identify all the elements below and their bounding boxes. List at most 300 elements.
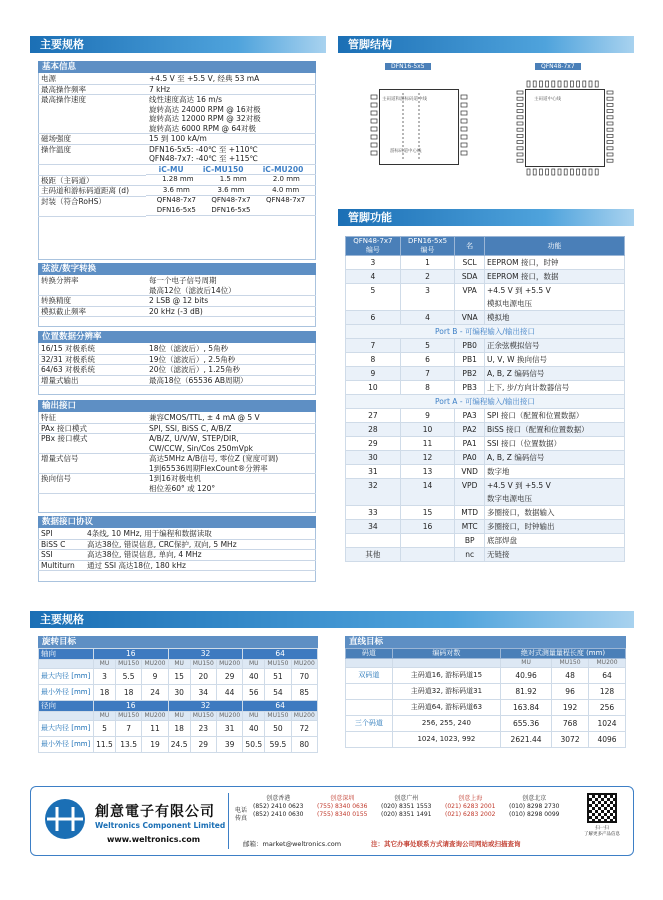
pin-subheader-row (346, 325, 625, 339)
linear-track: 三个码道 (346, 716, 393, 732)
pin-header-row (346, 237, 625, 256)
out-value: 兼容CMOS/TTL, ± 4 mA @ 5 V (146, 413, 316, 423)
model-header-cell (146, 165, 316, 176)
basic-value: DFN16-5x5: -40℃ 至 +110℃ QFN48-7x7: -40℃ 至 +115℃ (146, 144, 316, 164)
pin-cell-a: 7 (346, 339, 401, 353)
axial-value-row (39, 669, 318, 685)
pos-value: 最高18位（65536 AB周期） (146, 375, 316, 386)
pin-row (346, 451, 625, 465)
pin-cell-b: 13 (400, 465, 455, 479)
pole-count: 16 (93, 649, 168, 660)
rotary-value: 40 (243, 721, 265, 737)
specs-banner: 主要规格 (30, 36, 326, 53)
rotary-value: 30 (168, 685, 190, 701)
model-tag: MU150 (190, 660, 216, 669)
linear-track: 双码道 (346, 668, 393, 684)
out-row (38, 474, 316, 494)
office-name: 创意香港 (266, 795, 291, 802)
output-table (38, 413, 316, 494)
pin-cell-n: PB3 (455, 381, 485, 395)
pin-cell-function: A, B, Z 编码信号 (485, 451, 625, 465)
basic-info-title: 基本信息 (38, 61, 316, 73)
rotary-value: 29 (190, 737, 216, 753)
linear-row (346, 732, 626, 748)
office-tel: (755) 8340 0636 (317, 803, 368, 810)
rotary-key: 最大内径 [mm] (39, 669, 94, 685)
axial-label: 轴向 (39, 649, 94, 660)
model-row (38, 186, 316, 197)
model-name: iC-MU150 (202, 164, 244, 174)
rotary-value: 18 (93, 685, 115, 701)
basic-key: 电源 (38, 74, 146, 84)
model-tag: MU200 (291, 660, 317, 669)
office-block (381, 795, 432, 819)
proto-value: 4条线, 10 MHz, 用于编程和数据读取 (84, 529, 316, 539)
pin-header-cell: QFN48-7x7 编号 (346, 237, 401, 256)
linear-track (346, 732, 393, 748)
pin-header-cell: 功能 (485, 237, 625, 256)
model-value: 4.0 mm (272, 185, 300, 194)
axial-value-row (39, 685, 318, 701)
model-header-row (38, 164, 316, 175)
rotary-value: 59.5 (265, 737, 291, 753)
sine-value: 20 kHz (-3 dB) (146, 306, 316, 317)
pin-cell-b: 9 (400, 409, 455, 423)
model-name: iC-MU200 (262, 164, 304, 174)
pin-row (346, 339, 625, 353)
protocol-table (38, 529, 316, 571)
pin-cell-a: 10 (346, 381, 401, 395)
linear-value: 655.36 (501, 716, 552, 732)
model-row (38, 175, 316, 186)
model-value: QFN48-7x7 (266, 196, 306, 204)
proto-row (38, 550, 316, 561)
basic-row (38, 95, 316, 134)
model-tag: MU (93, 712, 115, 721)
pin-cell-function: EEPROM 接口，数据 (485, 270, 625, 284)
linear-model-row (346, 659, 626, 668)
pin-row (346, 534, 625, 548)
linear-header-row (346, 649, 626, 659)
pole-count: 16 (93, 701, 168, 712)
model-tag: MU200 (216, 712, 242, 721)
pos-key: 16/15 对极系统 (38, 344, 146, 354)
model-row-key: 极距（主码道） (38, 175, 146, 186)
proto-value: 高达38位, 错误信息, CRC保护, 双向, 5 MHz (84, 539, 316, 550)
linear-value: 64 (589, 668, 626, 684)
pin-cell-a: 3 (346, 256, 401, 270)
office-name: 创意北京 (522, 795, 547, 802)
output-title: 输出接口 (38, 400, 316, 412)
pin-cell-n: PB2 (455, 367, 485, 381)
out-key: 特征 (38, 413, 146, 423)
proto-key: BiSS C (38, 539, 84, 550)
model-value: 2.0 mm (272, 175, 300, 183)
rotary-value: 72 (291, 721, 317, 737)
tel-label: 电话 (235, 807, 248, 814)
proto-key: SSI (38, 550, 84, 561)
brand-cn: 創意電子有限公司 (95, 804, 215, 820)
linear-title: 直线目标 (345, 636, 626, 648)
model-tag: MU (168, 712, 190, 721)
pin-cell-b: 16 (400, 520, 455, 534)
pin-cell-function: SSI 接口（位置数据） (485, 437, 625, 451)
model-tag: MU150 (115, 660, 141, 669)
pin-subheader: Port A - 可编程输入/输出接口 (346, 395, 625, 409)
model-tag: MU150 (552, 659, 589, 668)
rotary-value: 19 (142, 737, 168, 753)
pin-subheader: Port B - 可编程输入/输出接口 (346, 325, 625, 339)
office-block (317, 795, 368, 819)
footer-contact (30, 786, 634, 856)
sine-key: 转换分辨率 (38, 276, 146, 296)
linear-value: 4096 (589, 732, 626, 748)
rotary-value: 7 (115, 721, 141, 737)
pin-row (346, 367, 625, 381)
website-link[interactable]: www.weltronics.com (107, 835, 201, 844)
basic-row (38, 74, 316, 84)
rotary-value: 24.5 (168, 737, 190, 753)
model-tag: MU (168, 660, 190, 669)
linear-h2: 绝对式测量量程长度 (mm) (501, 649, 626, 659)
basic-row (38, 134, 316, 145)
pin-cell-n: PA2 (455, 423, 485, 437)
model-value: QFN48-7x7 DFN16-5x5 (211, 196, 251, 214)
pin-table (345, 236, 625, 562)
linear-value: 96 (552, 684, 589, 700)
linear-value: 256 (589, 700, 626, 716)
rotary-value: 3 (93, 669, 115, 685)
pin-row (346, 465, 625, 479)
radial-value-row (39, 737, 318, 753)
pin-cell-b: 1 (400, 256, 455, 270)
blank (39, 712, 94, 721)
pin-cell-a: 27 (346, 409, 401, 423)
pin-cell-n: MTC (455, 520, 485, 534)
brand-en: Weltronics Component Limited (95, 821, 226, 830)
model-tag: MU (243, 712, 265, 721)
office-tel: (010) 8298 2730 (509, 803, 560, 810)
pin-cell-function: SPI 接口（配置和位置数据） (485, 409, 625, 423)
model-tag: MU200 (291, 712, 317, 721)
blank (39, 660, 94, 669)
pos-key: 32/31 对极系统 (38, 354, 146, 365)
pin-cell-b: 8 (400, 381, 455, 395)
blank (346, 659, 393, 668)
pin-row (346, 409, 625, 423)
out-value: 高达5MHz A/B信号, 零位Z (宽度可调) 1到65536周期FlexCount®分辨率 (146, 454, 316, 474)
email-link[interactable]: 邮箱：market@weltronics.com (243, 840, 342, 848)
pole-count: 32 (168, 701, 243, 712)
pin-cell-b: 15 (400, 506, 455, 520)
pin-subheader-row (346, 395, 625, 409)
sine-title: 弦波/数字转换 (38, 263, 316, 275)
pin-marks (345, 59, 627, 195)
pin-cell-a: 4 (346, 270, 401, 284)
linear-value: 163.84 (501, 700, 552, 716)
rotary-value: 70 (291, 669, 317, 685)
rotary-value: 56 (243, 685, 265, 701)
pin-cell-function: EEPROM 接口，时钟 (485, 256, 625, 270)
office-name: 创意深圳 (330, 795, 355, 802)
position-title: 位置数据分辨率 (38, 331, 316, 343)
pin-cell-n: VND (455, 465, 485, 479)
office-tel: (852) 2410 0623 (253, 803, 304, 810)
pin-cell-a: 6 (346, 311, 401, 325)
office-tel: (020) 8351 1553 (381, 803, 432, 810)
basic-value: +4.5 V 至 +5.5 V, 经典 53 mA (146, 74, 316, 84)
rotary-value: 44 (216, 685, 242, 701)
model-value: 1.28 mm (162, 175, 194, 183)
pole-count: 32 (168, 649, 243, 660)
phone-labels (235, 807, 247, 823)
protocol-title: 数据接口协议 (38, 516, 316, 528)
out-value: A/B/Z, U/V/W, STEP/DIR, CW/CCW, Sin/Cos 250mVpk (146, 434, 316, 454)
model-row-values (146, 186, 316, 197)
radial-model-row (39, 712, 318, 721)
model-tag: MU (93, 660, 115, 669)
proto-key: Multiturn (38, 560, 84, 571)
pin-cell-function: 多圈接口，时钟输出 (485, 520, 625, 534)
sine-table (38, 276, 316, 317)
linear-track (346, 684, 393, 700)
pin-cell-b: 4 (400, 311, 455, 325)
rotary-value: 15 (168, 669, 190, 685)
basic-value: 线性速度高达 16 m/s 旋转高达 24000 RPM @ 16对极 旋转高达 12000 RPM @ 32对极 旋转高达 6000 RPM @ 64对极 (146, 95, 316, 134)
linear-value: 48 (552, 668, 589, 684)
pin-header-cell: 名 (455, 237, 485, 256)
pin-cell-n: nc (455, 548, 485, 562)
out-row (38, 434, 316, 454)
pin-cell-a: 31 (346, 465, 401, 479)
pin-cell-b: 14 (400, 479, 455, 506)
linear-pairs: 主码道32, 游标码道31 (392, 684, 500, 700)
linear-value: 81.92 (501, 684, 552, 700)
pole-count: 64 (243, 649, 318, 660)
sine-row (38, 296, 316, 307)
axial-model-row (39, 660, 318, 669)
blank (392, 659, 500, 668)
basic-key: 最高操作频率 (38, 84, 146, 95)
office-block (445, 795, 496, 819)
office-fax: (021) 6283 2002 (445, 811, 496, 818)
model-tag: MU150 (115, 712, 141, 721)
pin-cell-n: PA1 (455, 437, 485, 451)
linear-row (346, 716, 626, 732)
model-row-values (146, 175, 316, 186)
rotary-value: 18 (168, 721, 190, 737)
linear-h0: 码道 (346, 649, 393, 659)
pin-cell-b: 2 (400, 270, 455, 284)
model-tag: MU150 (265, 712, 291, 721)
linear-row (346, 668, 626, 684)
pin-cell-b (400, 534, 455, 548)
pin-cell-n: VPA (455, 284, 485, 311)
pin-cell-function: BiSS 接口（配置和位置数据） (485, 423, 625, 437)
pin-row (346, 270, 625, 284)
rotary-value: 40 (243, 669, 265, 685)
out-row (38, 454, 316, 474)
divider (228, 793, 229, 849)
linear-value: 2621.44 (501, 732, 552, 748)
rotary-value: 11 (142, 721, 168, 737)
radial-value-row (39, 721, 318, 737)
office-fax: (852) 2410 0630 (253, 811, 304, 818)
pin-cell-a: 29 (346, 437, 401, 451)
pin-cell-b: 6 (400, 353, 455, 367)
pos-row (38, 365, 316, 376)
radial-label: 径向 (39, 701, 94, 712)
linear-value: 192 (552, 700, 589, 716)
pin-cell-a: 8 (346, 353, 401, 367)
pin-cell-function: 正余弦模拟信号 (485, 339, 625, 353)
company-logo-icon (43, 797, 87, 841)
rotary-key: 最大内径 [mm] (39, 721, 94, 737)
pin-cell-function: U, V, W 换向信号 (485, 353, 625, 367)
qr-caption: 扫一扫 了解更多产品信息 (584, 826, 620, 837)
pin-row (346, 520, 625, 534)
pin-cell-function: 模拟地 (485, 311, 625, 325)
qr-code-icon[interactable] (587, 793, 617, 823)
pinout-diagram (345, 59, 627, 195)
pin-cell-function: 上下, 步/方向计数器信号 (485, 381, 625, 395)
linear-h1: 编码对数 (392, 649, 500, 659)
pin-cell-n: PA3 (455, 409, 485, 423)
model-row-key: 封装（符合RoHS） (38, 196, 146, 216)
pin-cell-function: 无链接 (485, 548, 625, 562)
pin-cell-n: SDA (455, 270, 485, 284)
pos-row (38, 354, 316, 365)
basic-key: 操作温度 (38, 144, 146, 164)
rotary-value: 85 (291, 685, 317, 701)
pin-row (346, 381, 625, 395)
model-value: QFN48-7x7 DFN16-5x5 (156, 196, 196, 214)
rotary-value: 29 (216, 669, 242, 685)
model-tag: MU (501, 659, 552, 668)
pos-row (38, 344, 316, 354)
rotary-value: 54 (265, 685, 291, 701)
pin-cell-a: 30 (346, 451, 401, 465)
office-fax: (755) 8340 0155 (317, 811, 368, 818)
pin-cell-a: 9 (346, 367, 401, 381)
linear-row (346, 700, 626, 716)
basic-row (38, 84, 316, 95)
linear-value: 768 (552, 716, 589, 732)
rotary-title: 旋转目标 (38, 636, 318, 648)
proto-value: 通过 SSI 高达18位, 180 kHz (84, 560, 316, 571)
rotary-value: 20 (190, 669, 216, 685)
model-row-values (146, 196, 316, 216)
pin-row (346, 548, 625, 562)
proto-row (38, 539, 316, 550)
pos-value: 18位（滤波后）, 5角秒 (146, 344, 316, 354)
pin-cell-b: 7 (400, 367, 455, 381)
linear-pairs: 主码道64, 游标码道63 (392, 700, 500, 716)
out-value: SPI, SSI, BiSS C, A/B/Z (146, 423, 316, 434)
pin-row (346, 479, 625, 506)
pin-row (346, 437, 625, 451)
model-name: iC-MU (158, 164, 184, 174)
model-tag: MU200 (216, 660, 242, 669)
rotary-value: 9 (142, 669, 168, 685)
model-header-blank (38, 164, 146, 175)
office-fax: (010) 8298 0099 (509, 811, 560, 818)
pin-row (346, 284, 625, 311)
out-row (38, 413, 316, 423)
proto-key: SPI (38, 529, 84, 539)
basic-row (38, 144, 316, 164)
pin-cell-a (346, 534, 401, 548)
rotary-value: 50.5 (243, 737, 265, 753)
sine-value: 每一个电子信号周期 最高12位（滤波后14位） (146, 276, 316, 296)
pin-row (346, 506, 625, 520)
pinout-banner: 管脚结构 (338, 36, 634, 53)
basic-key: 磁场强度 (38, 134, 146, 145)
office-fax: (020) 8351 1491 (381, 811, 432, 818)
position-table (38, 344, 316, 386)
pin-row (346, 256, 625, 270)
rotary-value: 39 (216, 737, 242, 753)
pos-value: 19位（滤波后）, 2.5角秒 (146, 354, 316, 365)
pin-cell-function: A, B, Z 编码信号 (485, 367, 625, 381)
pin-cell-b: 12 (400, 451, 455, 465)
pin-cell-a: 34 (346, 520, 401, 534)
pos-key: 增量式输出 (38, 375, 146, 386)
linear-value: 1024 (589, 716, 626, 732)
model-value: 3.6 mm (162, 185, 190, 194)
model-tag: MU200 (142, 660, 168, 669)
rotary-value: 5.5 (115, 669, 141, 685)
pos-row (38, 375, 316, 386)
pin-cell-function: 多圈接口，数据输入 (485, 506, 625, 520)
basic-value: 7 kHz (146, 84, 316, 95)
sine-row (38, 306, 316, 317)
model-row (38, 196, 316, 216)
pin-cell-n: PB0 (455, 339, 485, 353)
sine-value: 2 LSB @ 12 bits (146, 296, 316, 307)
pin-cell-b (400, 548, 455, 562)
model-value: 1.5 mm (219, 175, 247, 183)
footer-note: 注：其它办事处联系方式请查询公司网站或扫描查询 (371, 840, 521, 848)
model-row-key: 主码道和游标码道距离 (d) (38, 186, 146, 197)
linear-row (346, 684, 626, 700)
rotary-key: 最小外径 [mm] (39, 685, 94, 701)
out-key: 增量式信号 (38, 454, 146, 474)
basic-value: 15 到 100 kA/m (146, 134, 316, 145)
linear-pairs: 1024, 1023, 992 (392, 732, 500, 748)
pin-cell-function: +4.5 V 到 +5.5 V 模拟电源电压 (485, 284, 625, 311)
office-name: 创意上海 (458, 795, 483, 802)
pin-cell-n: PB1 (455, 353, 485, 367)
pin-cell-a: 32 (346, 479, 401, 506)
pos-value: 20位（滤波后）, 1.25角秒 (146, 365, 316, 376)
rotary-value: 18 (115, 685, 141, 701)
office-block (253, 795, 304, 819)
pin-row (346, 423, 625, 437)
pin-cell-function: 数字地 (485, 465, 625, 479)
model-tag: MU200 (142, 712, 168, 721)
pin-cell-n: MTD (455, 506, 485, 520)
rotary-value: 80 (291, 737, 317, 753)
pin-cell-n: VPD (455, 479, 485, 506)
office-name: 创意广州 (394, 795, 419, 802)
rotary-value: 5 (93, 721, 115, 737)
linear-value: 128 (589, 684, 626, 700)
rotary-value: 23 (190, 721, 216, 737)
pin-cell-b: 11 (400, 437, 455, 451)
pin-cell-n: BP (455, 534, 485, 548)
office-tel: (021) 6283 2001 (445, 803, 496, 810)
